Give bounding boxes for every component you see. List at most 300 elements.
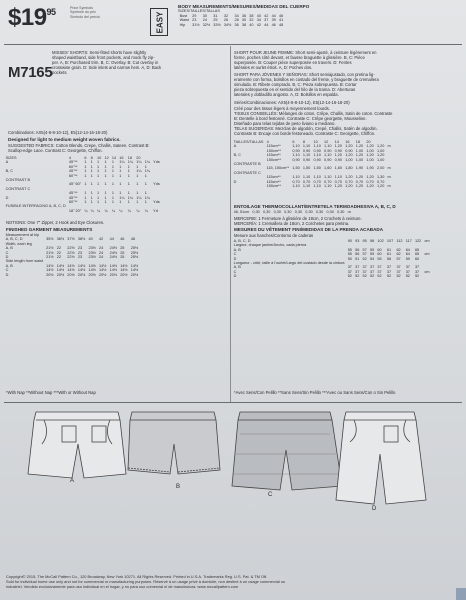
table-cell: ¼ [90,208,94,213]
table-cell: 1 [144,200,147,205]
table-cell: 1,20 [334,153,343,158]
table-cell: 1 [111,160,114,165]
table-cell: 0,90 [324,148,332,153]
table-cell: 59 [369,247,375,252]
left-footnote: *With Nap **Without Nap ***With or Without Nap [6,390,96,395]
table-cell: 1¼ [136,169,142,174]
table-cell: 1,90 [366,166,374,171]
table-cell: 1,20 [366,184,374,189]
table-cell: A, B, C, D [5,237,23,242]
table-cell: 36 [234,22,239,27]
table-cell: D [233,256,237,261]
table-cell: cm [424,252,430,257]
table-cell: 150cm** [266,157,281,162]
finished-measurements-title-translated: MESURES DU VÊTEMENT FINI/MEDIDAS DE LA PRENDA ACABADA [234,227,384,232]
table-cell: 0,90 [313,157,321,162]
table-cell: 23 [192,18,197,23]
table-cell: 30 [241,18,247,23]
table-cell: 36 [241,13,247,18]
table-cell: 0,70 [324,179,332,184]
table-cell: 20½ [99,272,107,277]
table-cell: 37½ [67,237,75,242]
table-cell: 38½ [77,237,86,242]
table-cell: 1,20 [376,153,385,158]
table-cell: 18 [355,140,361,144]
metric-finished-chart [232,239,431,279]
table-cell: 1,00 [376,148,385,153]
table-cell: 46 [120,237,125,242]
table-cell: 1,10 [324,175,332,180]
table-cell: 65 [414,247,420,252]
table-cell: 1 [104,173,107,178]
table-cell: B, C [5,169,13,174]
table-cell: 61 [386,252,392,257]
table-cell: 1,50 [292,166,300,171]
table-cell: 1,20 [376,144,385,149]
table-cell: 1 [136,200,139,205]
table-cell: 25 [120,255,125,260]
table-cell: 60 [414,256,420,261]
hip-measure-label: Mesure aux hanches/Contorno de caderas [234,233,314,238]
table-cell: 62 [396,252,401,257]
table-cell: 14½ [88,263,96,268]
table-cell: 90 [347,239,352,243]
table-cell: Width, each leg [5,241,32,246]
table-cell: 24 [99,250,104,255]
table-cell: 14 [334,140,339,144]
table-cell: 52 [405,274,410,279]
table-cell: 1,50 [302,166,311,171]
table-cell: 150cm** [266,184,281,189]
table-cell: 20 [366,140,371,144]
table-cell: 23½ [88,255,96,260]
table-cell: 22½ [67,246,75,251]
table-cell: 1 [97,173,100,178]
table-cell: 0,30 [326,210,334,214]
table-cell: 20½ [56,272,65,277]
table-cell: 57 [362,247,367,252]
table-cell: 1 [136,191,139,196]
table-cell: 1 [84,200,87,205]
table-cell: 22½ [67,255,75,260]
view-a-drawing [28,412,126,478]
table-cell: 1¼ [144,160,150,165]
table-cell: B, C [233,153,241,158]
table-cell: 1 [127,200,130,205]
table-cell: 21½ [46,246,54,251]
view-label-b: B [176,484,181,490]
views-divider [4,402,462,403]
table-cell: 1 [136,182,139,187]
table-cell: 1,10 [302,144,311,149]
table-cell: 6 [84,156,87,160]
table-cell: Side length from waist [5,259,43,264]
table-cell: 1 [97,182,100,187]
table-cell: 18" 20" [68,208,82,213]
table-cell: 36½ [56,237,65,242]
table-cell: 1¼ [127,160,134,165]
table-cell: C [5,268,9,273]
table-cell: 1,10 [334,175,343,180]
table-cell: 52 [377,274,382,279]
table-cell: 6 [292,140,295,144]
table-cell: 1,50 [313,166,321,171]
table-cell: 1 [90,182,93,187]
table-cell: 38 [249,13,254,18]
table-cell: 24½ [109,250,117,255]
table-cell: Yds [153,182,160,187]
table-cell: 48 [130,237,135,242]
finished-row [4,273,140,277]
table-cell: 37 [396,265,401,270]
table-cell: 57 [396,256,401,261]
metric-finished-row [232,274,431,278]
table-cell: 46 [278,13,284,18]
table-cell: D [233,179,237,184]
table-cell: 8 [90,156,93,160]
table-cell: 1,20 [345,184,353,189]
table-cell: 1,10 [292,175,300,180]
table-cell: D [5,255,9,260]
table-cell: 1,60 [334,166,343,171]
table-cell: 52 [396,274,401,279]
intro-text: MISSES' SHORTS: Semi-fitted shorts have slightly shaped waistband, side front pockets, and mock fly zip- per. A, B: Purchased trim. B, C: Overlay. B: Cut overlay in crosswise grain. D: Side inlets and narrow hem. A, D: Back pockets. [52,50,162,76]
table-cell: 4 [266,140,269,144]
table-cell: 8 [302,140,306,144]
table-cell: 1,20 [345,153,353,158]
table-cell: 1¼ [119,160,125,165]
table-cell: 37 [362,269,367,274]
table-cell: 1,00 [376,157,385,162]
table-cell: 0,70 [345,179,353,184]
column-divider [230,46,231,402]
table-cell: 1 [144,191,147,196]
table-cell: A, B [5,246,13,251]
table-cell: 1 [90,173,93,178]
table-cell: A [5,160,9,165]
table-cell: 117 [405,239,412,243]
table-cell: 1 [119,164,122,169]
table-cell: 102 [377,239,384,243]
table-cell: 12 [104,156,109,160]
table-cell: 122 [414,239,422,243]
table-cell: 42 [256,22,261,27]
table-cell: 1,20 [334,184,343,189]
table-cell: 0,70 [292,179,300,184]
table-cell: 1 [111,200,114,205]
table-cell: 1 [104,200,107,205]
table-cell: 40 [88,237,93,242]
table-cell: 42 [264,13,269,18]
table-cell: 1¼ [127,195,134,200]
table-cell: Yds [153,200,160,205]
table-cell: 65 [414,252,420,257]
table-cell: 0,30 [262,210,271,214]
table-cell: 41 [278,18,284,23]
table-cell: 55 [377,256,382,261]
table-cell: 56 [355,252,360,257]
table-cell: 1 [111,191,114,196]
french-description: SHORT POUR JEUNE FEMME: Short semi-ajusté, à ceinture légèrement en forme, poches côté devant, et fausse braguette à glissière. B, C: Pièce superposée. B: Couper pièce superposée en travers. D: Fentes latérales et ourlet étroit. A, D: Poches dos. [234,50,377,71]
table-cell: 14½ [67,268,75,273]
table-cell: 1,10 [313,153,321,158]
table-cell: 42 [99,237,104,242]
table-cell: 1,80 [345,166,353,171]
table-cell: 52 [414,274,420,279]
table-cell: 1 [111,182,114,187]
table-cell: D [233,274,237,279]
table-cell: 52 [369,274,375,279]
table-cell: 55 [347,247,352,252]
table-cell: 1 [90,160,93,165]
view-d-drawing [336,412,426,504]
table-cell: 1,10 [313,184,321,189]
table-cell: 25 [120,246,125,251]
table-cell: 44 [109,237,114,242]
table-cell: 31½ [192,22,200,27]
table-cell: 95 [362,239,367,243]
table-cell: 24 [99,246,104,251]
table-cell: 0,70 [334,179,343,184]
table-cell: 64 [405,252,410,257]
table-cell: 20 [136,156,141,160]
metric-row [232,184,392,188]
copyright: Copyright© 2015, The McCall Pattern Co., 120 Broadway, New York 10271. All Rights Reserved. Printed in U.S.A. Trademarks Reg. U.S. Pat. & TM Off. Sold for individual home use only and not for commercial or manufacturing purposes. Réservé à un usage privé à domicile, non destiné à un usage commercial ou industriel. Vendido exclusivamente para uso individual en el hogar, y no para uso comercial ni de manufactura. www.mccallpattern.com [6,574,286,589]
pattern-number: M7165 [8,64,53,81]
table-cell: 14½ [99,263,107,268]
table-cell: 37 [396,269,401,274]
table-cell: 37 [347,265,352,270]
table-cell: 24½ [109,255,117,260]
table-cell: 1 [97,200,100,205]
table-cell: 37 [386,265,392,270]
table-cell: 2,00 [376,166,385,171]
view-label-d: D [372,506,377,512]
table-cell: 0,90 [302,157,311,162]
table-cell: TAILLES/TALLAS [233,140,264,144]
table-cell: 1,20 [366,144,374,149]
table-cell: 0,70 [376,179,385,184]
table-cell: 32½ [202,22,211,27]
table-cell: CONTRAST B [5,178,30,183]
table-cell: 24 [202,18,207,23]
view-b-drawing [128,412,220,474]
table-cell: CONTRASTE B [233,162,261,167]
table-cell: 38 [241,22,247,27]
interfacing-row [232,210,352,214]
table-cell: 1 [104,160,107,165]
table-cell: 40 [249,22,254,27]
table-cell: 1 [97,191,100,196]
table-cell: 0,90 [334,148,343,153]
table-cell: A [233,144,237,149]
table-cell: 37 [377,269,382,274]
table-cell: 46 [271,22,276,27]
table-cell: 1,00 [355,148,364,153]
table-cell: 55 [347,252,352,257]
table-cell: 1¼ [144,195,150,200]
table-cell: 1 [119,200,122,205]
table-cell: 1 [119,191,122,196]
table-cell: cm [424,269,430,274]
table-cell: 14½ [67,263,75,268]
table-cell: C [233,269,237,274]
view-label-a: A [70,478,75,484]
table-cell: 1 [127,182,130,187]
table-cell: 37 [355,269,360,274]
table-cell: 37 [377,265,382,270]
table-cell: 1,10 [292,184,300,189]
table-cell: 98 [369,239,375,243]
table-cell: 1,10 [302,175,311,180]
table-cell: 1 [136,164,139,169]
table-cell: 1¼ [136,195,142,200]
table-cell: 1 [104,164,107,169]
table-cell: D [5,272,9,277]
view-c-drawing [232,412,342,490]
table-cell: 1,20 [366,175,374,180]
table-cell [4,209,67,213]
table-cell: 107 [386,239,394,243]
designed-for: Designed for light to medium weight woven fabrics. [8,137,121,142]
table-cell: 1 [104,195,107,200]
table-cell: 44 [271,13,276,18]
table-cell: 0,30 [315,210,324,214]
table-cell: 16 [345,140,350,144]
table-cell: 24 [99,255,104,260]
table-cell: 1 [97,160,100,165]
table-cell: 93 [355,239,360,243]
table-cell: 1,10 [302,184,311,189]
table-cell: 57 [362,252,367,257]
table-cell: 23 [77,246,83,251]
table-cell: 25½ [130,250,139,255]
table-cell: 21½ [46,255,54,260]
table-cell: C [233,252,237,257]
table-cell: C [5,250,9,255]
interfacing-title: ENTOILAGE THERMOCOLLANT/ENTRETELA TERMOADHESIVA A, B, C, D [234,204,396,209]
table-cell: 1 [111,173,114,178]
table-cell: 59 [405,256,410,261]
table-cell: 115cm** [266,144,281,149]
table-cell: FUSIBLE INTERFACING A, B, C, D [5,204,66,209]
table-cell: 56 [355,247,360,252]
table-cell: 20½ [46,272,54,277]
table-cell: Yd [153,208,158,213]
table-cell: 1 [111,195,114,200]
table-cell: 14 [111,156,117,160]
table-cell: 1,00 [355,157,364,162]
table-cell: 32 [249,18,254,23]
table-cell: 1,20 [376,184,385,189]
table-cell: 62 [396,247,401,252]
table-cell: 52 [347,274,352,279]
table-cell: 46, 51cm [233,210,250,214]
table-cell: 1 [90,195,93,200]
table-cell: 115cm** [266,179,281,184]
table-cell: 1¼ [144,169,150,174]
table-cell: 1 [104,182,107,187]
table-cell: 21½ [46,250,54,255]
table-cell: 1,90 [355,166,364,171]
table-cell: 1 [84,169,87,174]
table-cell: 22 [56,255,61,260]
table-cell: 22 [56,250,61,255]
table-cell: 1 [144,182,147,187]
table-cell: A, B, C, D [233,239,251,243]
table-cell: 37 [355,265,360,270]
table-cell: 60 [377,247,382,252]
table-cell: 1,00 [366,148,374,153]
table-cell: 1 [104,191,107,196]
table-cell: 10 [97,156,102,160]
table-cell: 14½ [130,268,139,273]
table-cell: 37 [414,265,420,270]
table-cell: 1,10 [313,144,321,149]
table-cell: 20½ [77,272,86,277]
table-cell: Longueur - côté, taille à l'ourlet/Largo del costado desde la cintura [233,261,345,266]
table-cell: 0,90 [334,157,343,162]
table-cell: 14½ [130,263,139,268]
table-cell: 37 [264,18,269,23]
table-cell: 1 [90,200,93,205]
table-cell: 0,30 [305,210,313,214]
table-cell: A, B [233,265,241,270]
table-cell: ¼ [144,208,148,213]
table-cell: 25½ [130,255,139,260]
table-cell: 0,30 [337,210,345,214]
fabric-suggestions-translated: Créé pour des tissus légers à moyennement lourds. TISSUS CONSEILLÉS: Mélanges de coton, Crêpe, Challis, Satin de coton. Contraste B: Dentelle à bord festonné. Contraste C: Crêpe georgette, Mousseline. Diseñado para telas tejidas de peso liviano a mediano. TELAS SUGERIDAS: Mezclas de algodón, Crepé, Challis, Satén de algodón. Contraste B: Encaje con borde festoneado. Contraste C: Georgette, Chiffon. [234,106,393,137]
table-cell: 12 [324,140,329,144]
table-cell: 0,70 [313,179,321,184]
table-cell: 20½ [88,272,96,277]
table-cell: 37 [347,269,352,274]
table-cell: 61 [386,247,392,252]
table-cell: 37 [362,265,367,270]
table-cell: ¼ [119,208,123,213]
table-cell: 60"** [68,164,78,169]
table-cell: 23½ [88,250,96,255]
table-cell: 30 [202,13,207,18]
table-cell: Bust [179,13,188,18]
table-cell: 45"** [68,195,78,200]
table-cell: 150cm** [266,148,281,153]
finished-measurements-chart [4,233,140,277]
header-divider [4,44,462,45]
table-cell: 1 [84,195,87,200]
table-cell: 0,70 [355,179,364,184]
table-cell: 1,20 [345,144,353,149]
body-measurement-row [178,23,285,27]
table-cell: 1,20 [355,175,364,180]
yardage-row [4,209,161,213]
table-cell: Largeur, chaque jambe/Ancho, cada pierna [233,243,307,248]
table-cell: 0,90 [313,148,321,153]
table-cell: 14½ [120,263,128,268]
table-cell: m [387,144,391,149]
table-cell: 115cm** [266,175,281,180]
table-cell: 23½ [88,246,96,251]
merceria: MERCERÍA: 1 Cremallera de 18cm, 2 Corchetes para pretina. [234,221,350,226]
table-cell: 1 [84,164,87,169]
table-cell: 37 [386,269,392,274]
table-cell: 37 [414,269,420,274]
mercerie: MERCERIE: 1 Fermeture à glissière de 18cm, 2 Crochets à ceinture. [234,216,362,221]
table-cell: 23 [77,255,83,260]
table-cell: 14½ [56,263,65,268]
combinations: Combinations: AX5(4-6-8-10-12), E5(12-14-16-18-20) [8,130,108,135]
table-cell: ¼ [97,208,101,213]
